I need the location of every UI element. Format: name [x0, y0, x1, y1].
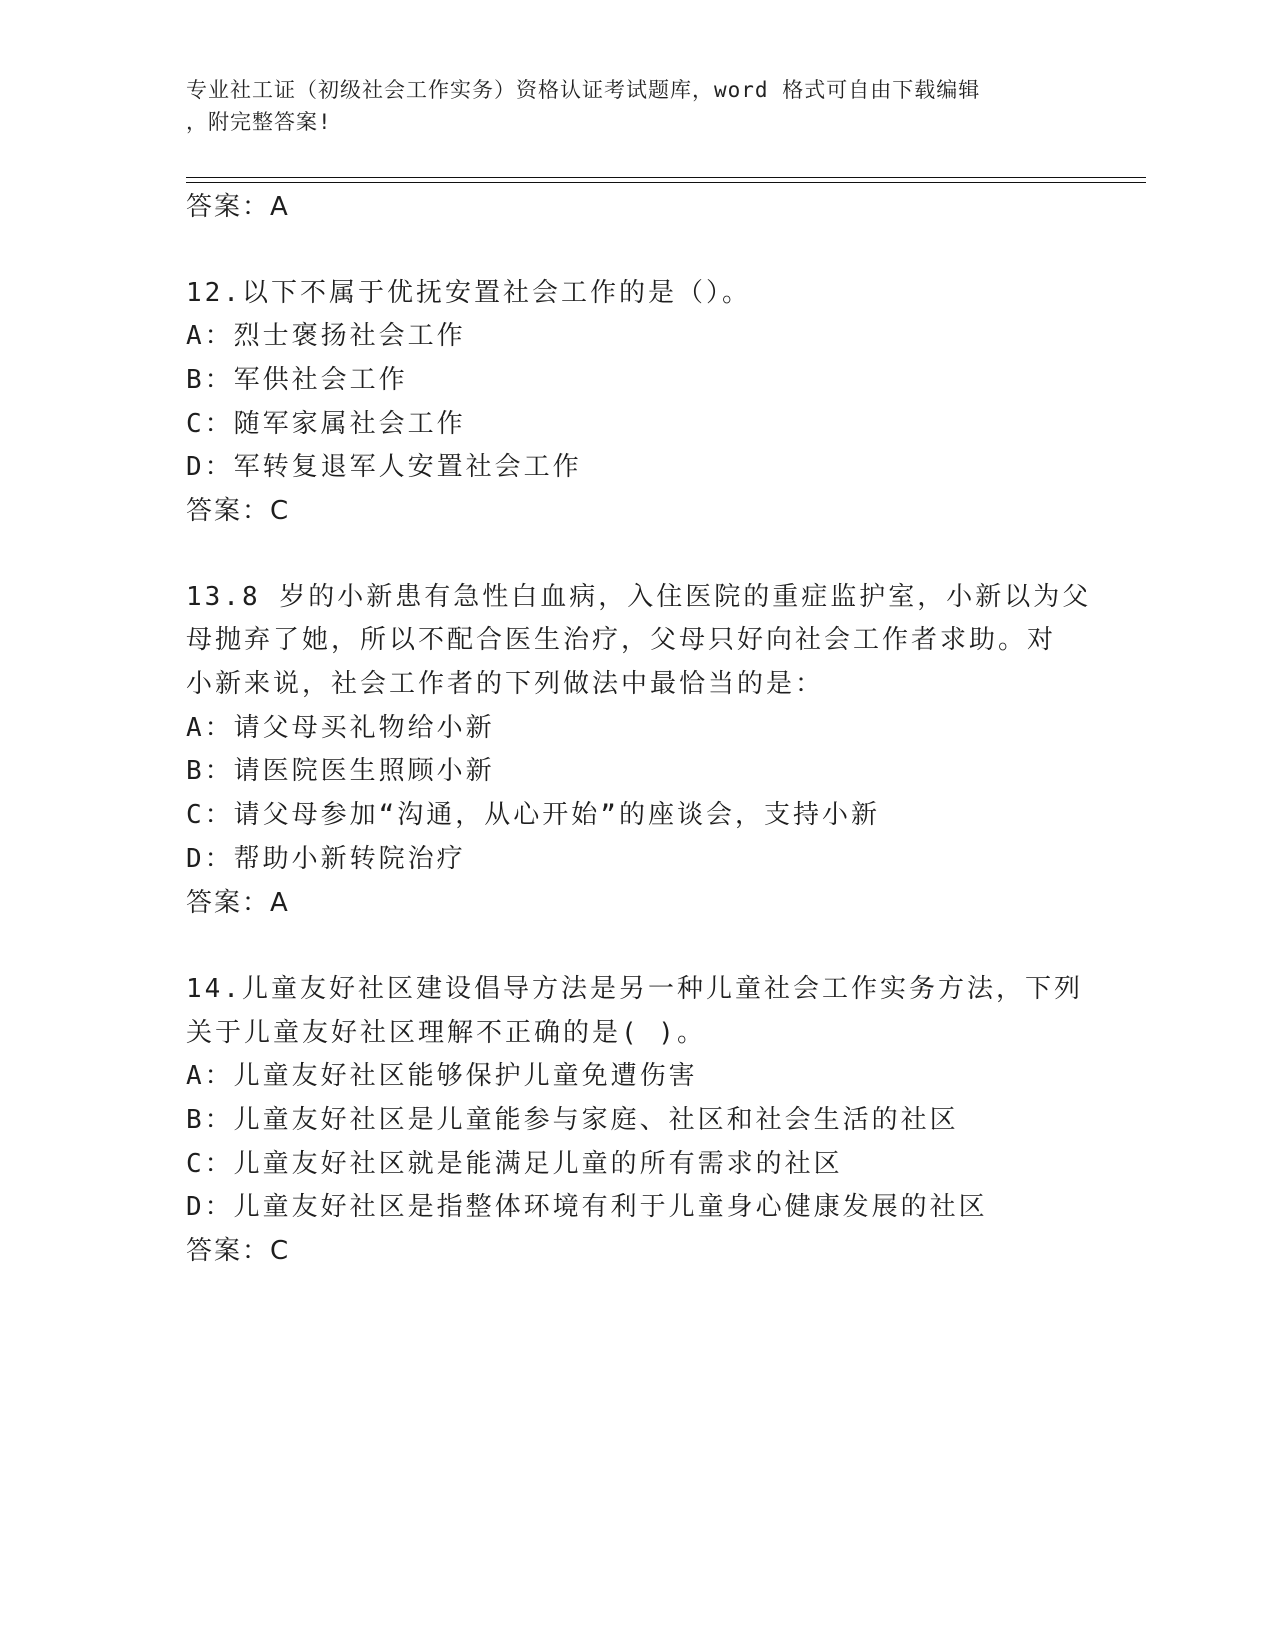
- question-14-option-c: C：儿童友好社区就是能满足儿童的所有需求的社区: [186, 1149, 843, 1179]
- header-line-1: 专业社工证（初级社会工作实务）资格认证考试题库，word 格式可自由下载编辑: [186, 78, 981, 102]
- prev-answer: 答案：A: [186, 192, 290, 222]
- question-12-stem: 12.以下不属于优抚安置社会工作的是（）。: [186, 278, 751, 308]
- question-14-option-d: D：儿童友好社区是指整体环境有利于儿童身心健康发展的社区: [186, 1192, 988, 1222]
- header-line-2: ，附完整答案!: [186, 110, 332, 134]
- question-12-option-d: D：军转复退军人安置社会工作: [186, 452, 582, 482]
- question-14-answer: 答案：C: [186, 1236, 291, 1266]
- header-rule-top: [186, 177, 1146, 178]
- question-14-option-a: A：儿童友好社区能够保护儿童免遭伤害: [186, 1061, 698, 1091]
- question-13-stem-line-3: 小新来说，社会工作者的下列做法中最恰当的是：: [186, 669, 825, 699]
- question-13-answer: 答案：A: [186, 888, 290, 918]
- question-13-option-c: C：请父母参加“沟通，从心开始”的座谈会，支持小新: [186, 800, 880, 830]
- header-rule-bottom: [186, 182, 1146, 183]
- question-12-option-b: B：军供社会工作: [186, 365, 408, 395]
- question-14-option-b: B：儿童友好社区是儿童能参与家庭、社区和社会生活的社区: [186, 1105, 959, 1135]
- question-13-option-d: D：帮助小新转院治疗: [186, 844, 466, 874]
- question-14-stem-line-1: 14.儿童友好社区建设倡导方法是另一种儿童社会工作实务方法，下列: [186, 974, 1083, 1004]
- question-13-option-a: A：请父母买礼物给小新: [186, 713, 495, 743]
- question-14-stem-line-2: 关于儿童友好社区理解不正确的是( )。: [186, 1018, 706, 1048]
- document-header: [186, 74, 1066, 138]
- question-13-stem-line-1: 13.8 岁的小新患有急性白血病，入住医院的重症监护室，小新以为父: [186, 582, 1092, 612]
- question-12-option-c: C：随军家属社会工作: [186, 409, 466, 439]
- question-12-option-a: A：烈士褒扬社会工作: [186, 321, 466, 351]
- question-12-answer: 答案：C: [186, 496, 291, 526]
- question-13-option-b: B：请医院医生照顾小新: [186, 756, 495, 786]
- question-13-stem-line-2: 母抛弃了她，所以不配合医生治疗，父母只好向社会工作者求助。对: [186, 625, 1057, 655]
